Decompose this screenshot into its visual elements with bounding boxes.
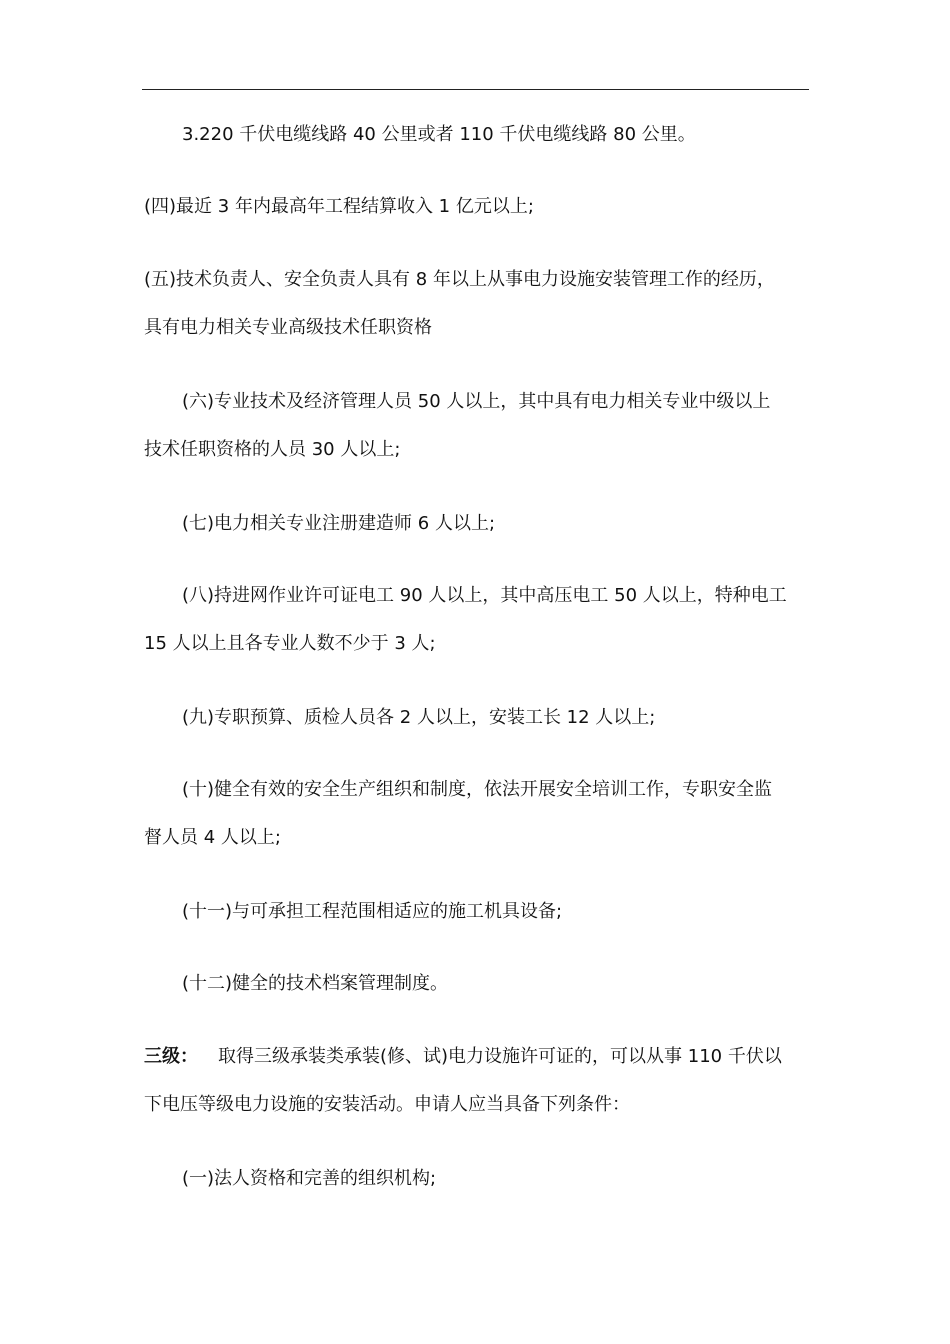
paragraph-cable-lines (144, 111, 812, 159)
paragraph-level-3 (144, 1033, 812, 1129)
paragraph-line: (十)健全有效的安全生产组织和制度，依法开展安全培训工作，专职安全监 (182, 779, 773, 800)
paragraph-line: 15 人以上且各专业人数不少于 3 人; (144, 633, 436, 654)
paragraph-line: 技术任职资格的人员 30 人以上; (144, 439, 401, 460)
paragraph-item-10 (144, 766, 812, 862)
paragraph-line: (十二)健全的技术档案管理制度。 (182, 973, 449, 994)
paragraph-item-5 (144, 256, 812, 352)
paragraph-item-12 (144, 960, 812, 1008)
paragraph-line: (五)技术负责人、安全负责人具有 8 年以上从事电力设施安装管理工作的经历， (144, 269, 775, 290)
paragraph-line (144, 1033, 812, 1081)
paragraph-line: 督人员 4 人以上; (144, 827, 281, 848)
paragraph-line: (十一)与可承担工程范围相适应的施工机具设备; (182, 901, 563, 922)
paragraph-line: 下电压等级电力设施的安装活动。申请人应当具备下列条件： (144, 1094, 630, 1115)
paragraph-line: (一)法人资格和完善的组织机构; (182, 1168, 437, 1189)
level-3-text: 取得三级承装类承装(修、试)电力设施许可证的，可以从事 110 千伏以 (218, 1046, 782, 1067)
paragraph-line: (四)最近 3 年内最高年工程结算收入 1 亿元以上; (144, 196, 534, 217)
paragraph-item-6 (144, 378, 812, 474)
paragraph-line: (八)持进网作业许可证电工 90 人以上，其中高压电工 50 人以上，特种电工 (182, 585, 787, 606)
level-3-label: 三级： (144, 1046, 198, 1067)
paragraph-item-4 (144, 183, 812, 231)
paragraph-item-8 (144, 572, 812, 668)
paragraph-item-7 (144, 500, 812, 548)
paragraph-item-9 (144, 694, 812, 742)
paragraph-line: (七)电力相关专业注册建造师 6 人以上; (182, 513, 496, 534)
paragraph-line: (九)专职预算、质检人员各 2 人以上，安装工长 12 人以上; (182, 707, 656, 728)
paragraph-line: 具有电力相关专业高级技术任职资格 (144, 317, 432, 338)
paragraph-line: 3.220 千伏电缆线路 40 公里或者 110 千伏电缆线路 80 公里。 (182, 124, 696, 145)
header-rule (142, 89, 809, 90)
paragraph-item-11 (144, 888, 812, 936)
paragraph-item-1 (144, 1155, 812, 1203)
paragraph-line: (六)专业技术及经济管理人员 50 人以上，其中具有电力相关专业中级以上 (182, 391, 771, 412)
